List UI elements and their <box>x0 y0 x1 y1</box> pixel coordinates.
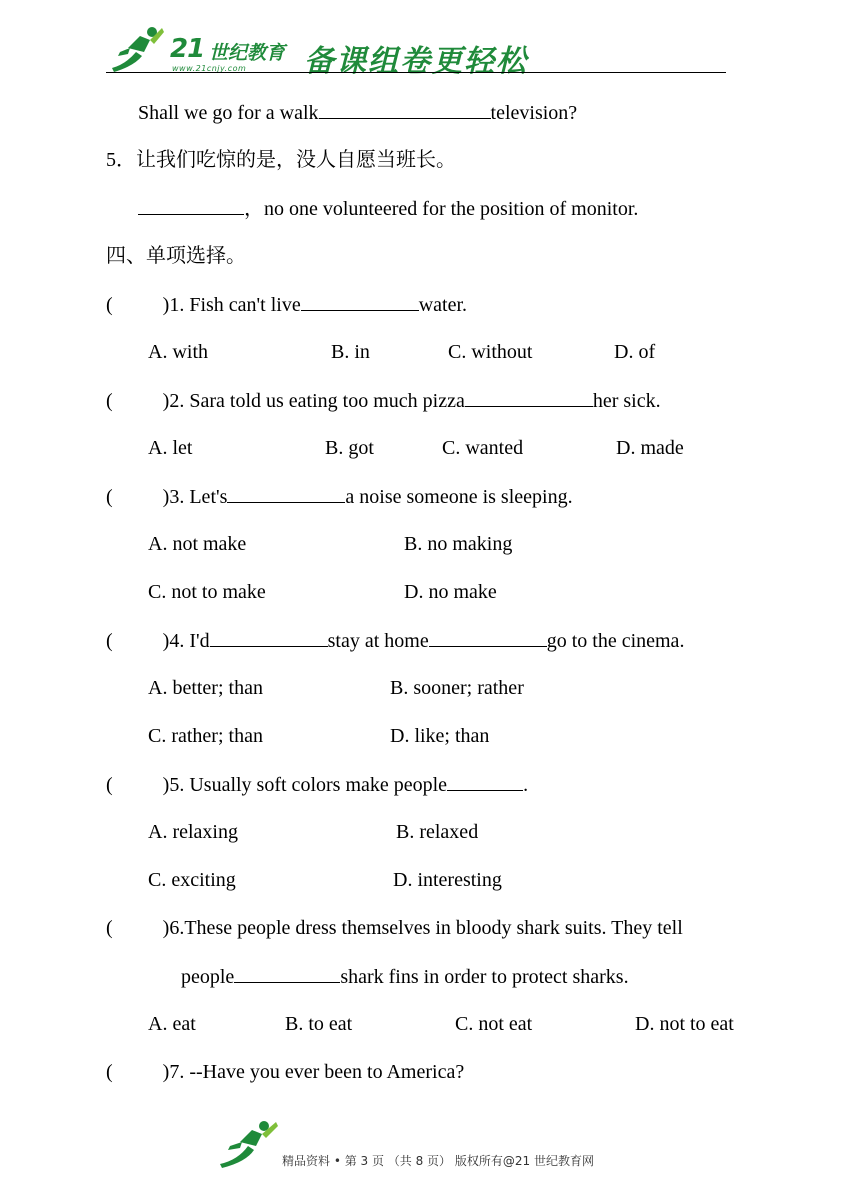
option-d[interactable]: D. not to eat <box>635 1013 734 1035</box>
question-stem-end: go to the cinema. <box>546 630 685 652</box>
question-stem: 4. I'd <box>169 630 210 652</box>
answer-paren-open: ( <box>106 294 113 316</box>
page-footer <box>216 1118 646 1170</box>
answer-paren-open: ( <box>106 486 113 508</box>
brand-url: www.21cnjy.com <box>172 64 247 73</box>
option-c[interactable]: C. wanted <box>442 437 524 459</box>
question-stem-end: a noise someone is sleeping. <box>345 486 573 508</box>
answer-prefix: Shall we go for a walk <box>138 102 319 124</box>
footer-text: 精品资料 • 第 3 页 （共 8 页） 版权所有@21 世纪教育网 <box>282 1154 594 1168</box>
mc-question-2 <box>106 388 661 413</box>
option-b[interactable]: B. got <box>325 437 374 459</box>
answer-paren-close: ) <box>162 774 170 796</box>
option-d[interactable]: D. interesting <box>393 869 502 891</box>
mc-question-3 <box>106 484 573 509</box>
brand-number: 21 <box>170 34 205 64</box>
question-blank[interactable] <box>210 628 328 647</box>
question-stem-end: shark fins in order to protect sharks. <box>340 966 629 988</box>
question-blank[interactable] <box>227 484 345 503</box>
option-b[interactable]: B. relaxed <box>396 821 479 843</box>
answer-blank[interactable] <box>319 100 491 119</box>
answer-paren-close: ) <box>162 486 170 508</box>
option-a[interactable]: A. with <box>148 341 208 363</box>
question-stem-cont: people <box>181 966 235 988</box>
question-blank[interactable] <box>447 772 523 791</box>
translation-question-5 <box>106 148 456 172</box>
translation-answer-line <box>138 100 577 125</box>
answer-paren-close: ) <box>162 630 170 652</box>
translation-answer-line <box>138 196 638 221</box>
option-b[interactable]: B. to eat <box>285 1013 353 1035</box>
mc-question-4 <box>106 628 684 653</box>
runner-logo-icon <box>216 1118 280 1170</box>
option-a[interactable]: A. let <box>148 437 193 459</box>
mc-question-7 <box>106 1060 464 1084</box>
answer-paren-close: ) <box>162 390 170 412</box>
mc-question-5 <box>106 772 528 797</box>
question-blank[interactable] <box>465 388 593 407</box>
answer-paren-open: ( <box>106 390 113 412</box>
option-c[interactable]: C. without <box>448 341 533 363</box>
answer-paren-open: ( <box>106 774 113 796</box>
mc-question-6-continued <box>181 964 629 989</box>
header-divider <box>106 72 726 73</box>
question-stem: 3. Let's <box>169 486 228 508</box>
answer-blank[interactable] <box>138 196 244 215</box>
question-blank[interactable] <box>234 964 340 983</box>
question-stem: 2. Sara told us eating too much pizza <box>169 390 465 412</box>
option-a[interactable]: A. eat <box>148 1013 196 1035</box>
answer-paren-open: ( <box>106 630 113 652</box>
option-b[interactable]: B. in <box>331 341 370 363</box>
option-a[interactable]: A. better; than <box>148 677 263 699</box>
option-a[interactable]: A. not make <box>148 533 247 555</box>
question-stem-end: . <box>523 774 529 796</box>
option-c[interactable]: C. not eat <box>455 1013 533 1035</box>
question-stem: 1. Fish can't live <box>169 294 301 316</box>
question-blank[interactable] <box>301 292 419 311</box>
answer-paren-open: ( <box>106 1061 113 1083</box>
option-d[interactable]: D. made <box>616 437 684 459</box>
question-stem-end: her sick. <box>592 390 661 412</box>
answer-suffix: television? <box>490 102 578 124</box>
question-stem-end: water. <box>418 294 468 316</box>
answer-suffix: ，no one volunteered for the position of monitor. <box>244 198 639 220</box>
mc-question-1 <box>106 292 467 317</box>
option-a[interactable]: A. relaxing <box>148 821 238 843</box>
answer-paren-close: ) <box>162 294 170 316</box>
option-c[interactable]: C. not to make <box>148 581 266 603</box>
option-d[interactable]: D. no make <box>404 581 497 603</box>
option-d[interactable]: D. of <box>614 341 656 363</box>
mc-question-6 <box>106 916 683 940</box>
question-blank[interactable] <box>429 628 547 647</box>
option-c[interactable]: C. rather; than <box>148 725 263 747</box>
question-stem: 6.These people dress themselves in bloody shark suits. They tell <box>169 917 683 939</box>
question-number: 5． <box>106 149 136 171</box>
question-stem: 5. Usually soft colors make people <box>169 774 448 796</box>
answer-paren-close: ) <box>162 917 170 939</box>
brand-name: 世纪教育 <box>209 42 286 64</box>
question-stem: 7. --Have you ever been to America? <box>169 1061 465 1083</box>
option-b[interactable]: B. no making <box>404 533 513 555</box>
option-d[interactable]: D. like; than <box>390 725 490 747</box>
question-text: 让我们吃惊的是，没人自愿当班长。 <box>136 149 456 171</box>
section-title: 四、单项选择。 <box>106 245 246 267</box>
page-header <box>106 22 726 78</box>
answer-paren-close: ) <box>162 1061 170 1083</box>
question-stem-mid: stay at home <box>327 630 429 652</box>
option-b[interactable]: B. sooner; rather <box>390 677 524 699</box>
runner-logo-icon <box>106 22 166 74</box>
option-c[interactable]: C. exciting <box>148 869 236 891</box>
header-slogan: 备课组卷更轻松 <box>304 44 528 79</box>
answer-paren-open: ( <box>106 917 113 939</box>
